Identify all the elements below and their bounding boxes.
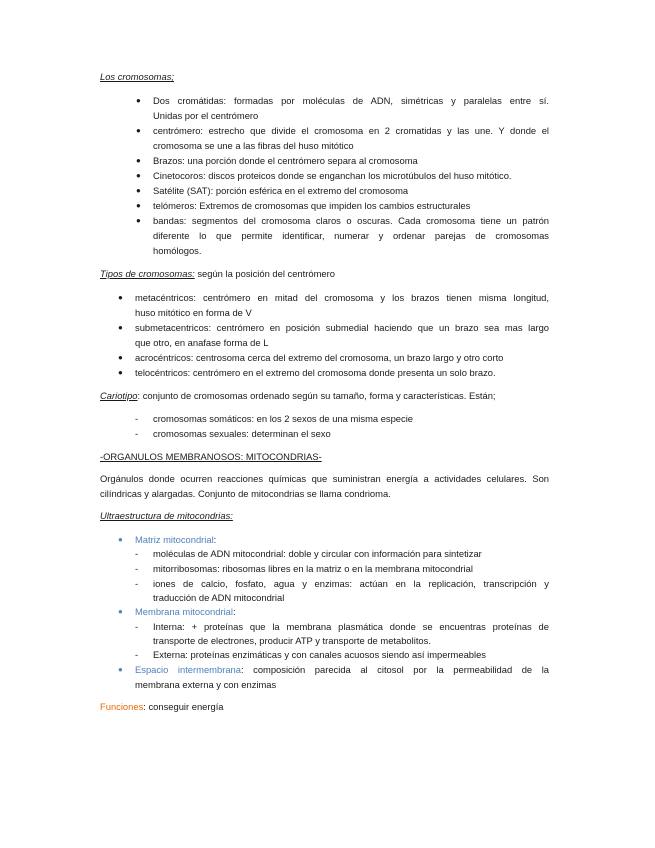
- espacio-label: Espacio intermembrana: [135, 664, 241, 675]
- bullet: ●: [118, 535, 123, 544]
- list-item-cont: diferente lo que permite identificar, numerar y ordenar parejas de cromosomas: [153, 230, 549, 241]
- list-item: Satélite (SAT): porción esférica en el extremo del cromosoma: [153, 185, 409, 196]
- section-title-ultra: Ultraestructura de mitocondrias:: [100, 510, 233, 521]
- membrana-heading: [135, 606, 236, 618]
- paragraph-line: Orgánulos donde ocurren reacciones químicas que suministran energía a actividades celulares. Son: [100, 473, 549, 484]
- cariotipo-text: : conjunto de cromosomas ordenado según su tamaño, forma y características. Están;: [137, 390, 496, 401]
- bullet: ●: [118, 293, 123, 302]
- list-item-cont: que otro, en anafase forma de L: [135, 337, 269, 348]
- list-item: Externa: proteínas enzimáticas y con canales acuosos siendo así impermeables: [153, 649, 486, 660]
- espacio-heading: [135, 664, 549, 676]
- bullet: ●: [136, 171, 141, 180]
- matriz-label: Matriz mitocondrial: [135, 534, 214, 545]
- list-item: submetacentricos: centrómero en posición submedial haciendo que un brazo sea mas largo: [135, 322, 549, 333]
- list-item: telocéntricos: centrómero en el extremo del cromosoma donde presenta un solo brazo.: [135, 367, 496, 378]
- list-item: Cinetocoros: discos proteicos donde se enganchan los microtúbulos del huso mitótico.: [153, 170, 512, 181]
- paragraph-line: cilíndricas y alargadas. Conjunto de mitocondrias se llama condrioma.: [100, 488, 391, 499]
- list-item-cont: cromosoma se une a las fibras del huso mitótico: [153, 140, 354, 151]
- list-item: bandas: segmentos del cromosoma claros o oscuras. Cada cromosoma tiene un patrón: [153, 215, 549, 226]
- bullet: ●: [118, 607, 123, 616]
- list-item: moléculas de ADN mitocondrial: doble y circular con información para sintetizar: [153, 548, 482, 559]
- list-item: cromosomas somáticos: en los 2 sexos de una misma especie: [153, 413, 414, 424]
- section-title-tipos: [100, 268, 335, 280]
- tipos-subtitle: según la posición del centrómero: [194, 268, 335, 279]
- dash-marker: -: [135, 548, 139, 559]
- funciones-line: [100, 701, 224, 713]
- funciones-label: Funciones: [100, 701, 144, 712]
- tipos-title: Tipos de cromosomas:: [100, 268, 195, 279]
- list-item-cont: transporte de electrones, producir ATP y transporte de metabolitos.: [153, 635, 431, 646]
- matriz-colon: :: [213, 534, 217, 545]
- list-item-cont: traducción de ADN mitocondrial: [153, 592, 285, 603]
- dash-marker: -: [135, 578, 139, 589]
- list-item: Brazos: una porción donde el centrómero separa al cromosoma: [153, 155, 418, 166]
- cariotipo-title: Cariotipo: [100, 390, 138, 401]
- list-item-cont: homólogos.: [153, 245, 202, 256]
- list-item: iones de calcio, fosfato, agua y enzimas: actúan en la replicación, transcripción y: [153, 578, 549, 589]
- list-item: Dos cromátidas: formadas por moléculas de ADN, simétricas y paralelas entre sí.: [153, 95, 549, 106]
- section-title-cromosomas: Los cromosomas;: [100, 71, 174, 82]
- dash-marker: -: [135, 621, 139, 632]
- espacio-text: : composición parecida al citosol por la permeabilidad de la: [240, 664, 549, 675]
- list-item: mitorribosomas: ribosomas libres en la matriz o en la membrana mitocondrial: [153, 563, 473, 574]
- bullet: ●: [136, 186, 141, 195]
- bullet: ●: [118, 368, 123, 377]
- bullet: ●: [118, 353, 123, 362]
- list-item-cont: huso mitótico en forma de V: [135, 307, 252, 318]
- bullet: ●: [136, 201, 141, 210]
- bullet: ●: [136, 126, 141, 135]
- dash-marker: -: [135, 649, 139, 660]
- dash-marker: -: [135, 563, 139, 574]
- bullet: ●: [136, 96, 141, 105]
- section-title-organulos: -ORGANULOS MEMBRANOSOS: MITOCONDRIAS-: [100, 451, 322, 462]
- bullet: ●: [118, 665, 123, 674]
- list-item: telómeros: Extremos de cromosomas que impiden los cambios estructurales: [153, 200, 471, 211]
- list-item: cromosomas sexuales: determinan el sexo: [153, 428, 331, 439]
- list-item-cont: Unidas por el centrómero: [153, 110, 259, 121]
- matriz-heading: [135, 534, 216, 546]
- bullet: ●: [136, 156, 141, 165]
- cariotipo-line: [100, 390, 496, 402]
- dash-marker: -: [135, 428, 139, 439]
- membrana-label: Membrana mitocondrial: [135, 606, 233, 617]
- list-item: centrómero: estrecho que divide el cromosoma en 2 cromatidas y las une. Y donde el: [153, 125, 549, 136]
- list-item: Interna: + proteínas que la membrana plasmática donde se encuentras proteínas de: [153, 621, 549, 632]
- list-item: acrocéntricos: centrosoma cerca del extremo del cromosoma, un brazo largo y otro corto: [135, 352, 504, 363]
- membrana-colon: :: [232, 606, 236, 617]
- dash-marker: -: [135, 413, 139, 424]
- list-item-cont: membrana externa y con enzimas: [135, 679, 277, 690]
- funciones-text: : conseguir energía: [143, 701, 224, 712]
- list-item: metacéntricos: centrómero en mitad del cromosoma y los brazos tienen misma longitud,: [135, 292, 549, 303]
- bullet: ●: [118, 323, 123, 332]
- bullet: ●: [136, 216, 141, 225]
